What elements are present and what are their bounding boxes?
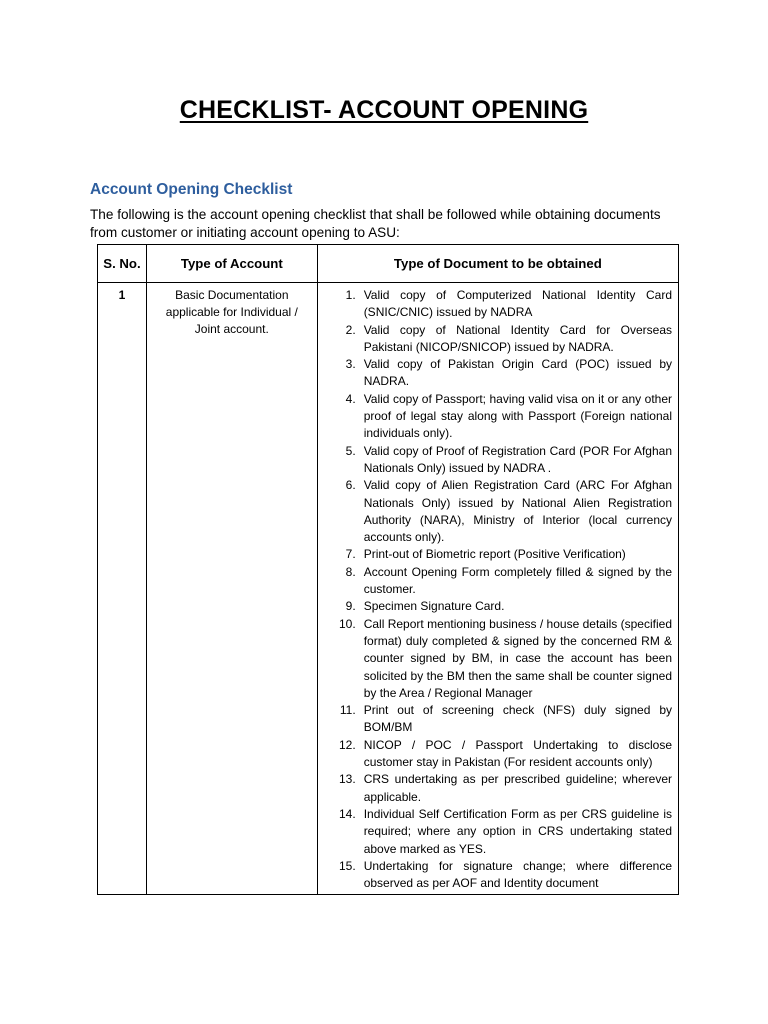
row-documents (317, 283, 678, 895)
page-title: CHECKLIST- ACCOUNT OPENING (179, 96, 589, 124)
list-item-number: 8. (345, 564, 356, 579)
list-item (322, 702, 672, 737)
list-item (322, 391, 672, 443)
list-item (322, 858, 672, 893)
list-item-number: 9. (345, 599, 356, 614)
header-type-of-document: Type of Document to be obtained (317, 245, 678, 283)
list-item-text: Individual Self Certification Form as per CRS guideline is required; where any option in CRS undertaking stated above marked as YES. (363, 806, 672, 856)
document-list (322, 287, 672, 892)
list-item-text: Print out of screening check (NFS) duly signed by BOM/BM (363, 703, 672, 735)
list-item-text: Valid copy of Proof of Registration Card (POR For Afghan Nationals Only) issued by NADRA . (363, 443, 672, 475)
list-item (322, 546, 672, 563)
row-sno: 1 (98, 283, 147, 895)
list-item (322, 806, 672, 858)
list-item-number: 11. (339, 703, 356, 718)
table-header-row (98, 245, 679, 283)
list-item (322, 598, 672, 615)
list-item-number: 4. (345, 391, 356, 406)
list-item-number: 15. (339, 858, 356, 873)
header-sno: S. No. (98, 245, 147, 283)
list-item-number: 2. (345, 322, 356, 337)
list-item-text: CRS undertaking as per prescribed guideline; wherever applicable. (363, 772, 672, 804)
list-item-number: 1. (345, 288, 356, 302)
checklist-table (97, 244, 679, 895)
list-item (322, 771, 672, 806)
list-item-number: 3. (345, 357, 356, 372)
list-item (322, 616, 672, 702)
list-item-number: 7. (345, 547, 356, 562)
list-item-text: Account Opening Form completely filled & signed by the customer. (363, 564, 672, 597)
list-item-text: Valid copy of Passport; having valid visa on it or any other proof of legal stay along with Passport (Foreign national individuals only). (363, 391, 672, 441)
intro-paragraph: The following is the account opening checklist that shall be followed while obtaining documents from customer or initiating account opening to ASU: (90, 207, 661, 240)
list-item-text: Valid copy of Computerized National Identity Card (SNIC/CNIC) issued by NADRA (363, 288, 672, 320)
list-item (322, 564, 672, 599)
list-item-number: 6. (345, 478, 356, 493)
list-item-number: 14. (339, 806, 356, 821)
list-item-text: Call Report mentioning business / house details (specified format) duly completed & signed by the concerned RM & counter signed by BM, in case the account has been solicited by the BM then the same shall be counter signed by the Area / Regional Manager (363, 616, 672, 700)
list-item (322, 477, 672, 546)
table-row (98, 283, 679, 895)
list-item-number: 5. (345, 443, 356, 458)
list-item-text: Specimen Signature Card. (363, 599, 505, 614)
list-item-number: 13. (339, 772, 356, 787)
list-item-text: Valid copy of Alien Registration Card (ARC For Afghan Nationals Only) issued by National Alien Registration Authority (NARA), Ministry of Interior (local currency accounts only). (363, 478, 672, 545)
list-item-text: Undertaking for signature change; where difference observed as per AOF and Identity document (363, 858, 672, 891)
header-type-of-account: Type of Account (146, 245, 317, 283)
list-item (322, 322, 672, 357)
section-heading: Account Opening Checklist (90, 181, 293, 198)
list-item-number: 12. (339, 737, 356, 752)
list-item-text: NICOP / POC / Passport Undertaking to disclose customer stay in Pakistan (For resident accounts only) (363, 737, 672, 770)
list-item-text: Print-out of Biometric report (Positive Verification) (363, 547, 626, 562)
list-item-text: Valid copy of National Identity Card for Overseas Pakistani (NICOP/SNICOP) issued by NADRA. (363, 322, 672, 354)
row-account-type: Basic Documentation applicable for Individual / Joint account. (146, 283, 317, 895)
list-item-number: 10. (339, 616, 356, 631)
list-item (322, 356, 672, 391)
list-item-text: Valid copy of Pakistan Origin Card (POC) issued by NADRA. (363, 357, 672, 389)
list-item (322, 287, 672, 322)
list-item (322, 737, 672, 772)
list-item (322, 443, 672, 478)
